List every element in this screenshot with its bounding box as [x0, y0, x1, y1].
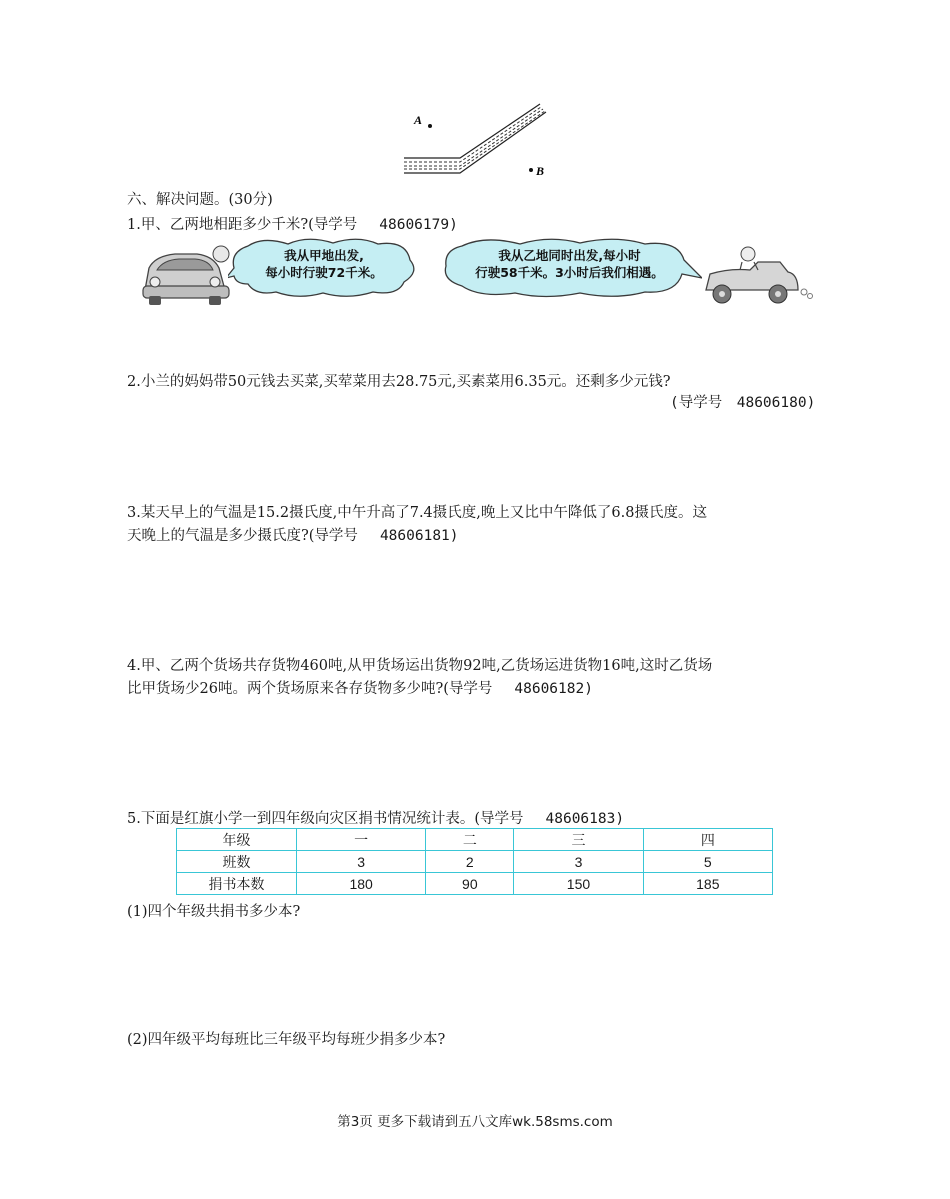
- table-cell: 150: [514, 873, 643, 895]
- bubble-right-text: 我从乙地同时出发,每小时 行驶58千米。3小时后我们相遇。: [475, 248, 664, 280]
- table-cell: 2: [426, 851, 514, 873]
- point-b-label: B: [536, 164, 545, 178]
- table-row: [177, 873, 773, 895]
- donation-table: [176, 828, 773, 895]
- point-b-dot: [529, 168, 533, 172]
- q5-text: 5.下面是红旗小学一到四年级向灾区捐书情况统计表。(导学号 48606183): [127, 811, 625, 827]
- table-cell: 四: [643, 829, 772, 851]
- table-header-row: [177, 829, 773, 851]
- table-row: [177, 851, 773, 873]
- q3-line2: 天晚上的气温是多少摄氏度?(导学号 48606181): [127, 528, 459, 544]
- car-illustration-left: [135, 240, 235, 310]
- car-illustration-right: [700, 240, 815, 308]
- table-cell: 90: [426, 873, 514, 895]
- q5-sub1: (1)四个年级共捐书多少本?: [127, 904, 301, 920]
- table-cell: 一: [297, 829, 426, 851]
- table-cell: 年级: [177, 829, 297, 851]
- q2-text: 2.小兰的妈妈带50元钱去买菜,买荤菜用去28.75元,买素菜用6.35元。还剩多少元钱?: [127, 374, 671, 390]
- table-cell: 5: [643, 851, 772, 873]
- table-cell: 捐书本数: [177, 873, 297, 895]
- table-cell: 3: [297, 851, 426, 873]
- q1-text: 1.甲、乙两地相距多少千米?(导学号 48606179): [127, 217, 458, 233]
- q3-line1: 3.某天早上的气温是15.2摄氏度,中午升高了7.4摄氏度,晚上又比中午降低了6.8摄氏度。这: [127, 505, 707, 521]
- road-figure: [400, 100, 560, 182]
- table-cell: 180: [297, 873, 426, 895]
- point-a-label: A: [414, 113, 423, 127]
- table-cell: 班数: [177, 851, 297, 873]
- table-cell: 二: [426, 829, 514, 851]
- table-cell: 185: [643, 873, 772, 895]
- q2-ref: (导学号 48606180): [670, 395, 816, 411]
- table-cell: 3: [514, 851, 643, 873]
- q5-sub2: (2)四年级平均每班比三年级平均每班少捐多少本?: [127, 1032, 446, 1048]
- q4-line2: 比甲货场少26吨。两个货场原来各存货物多少吨?(导学号 48606182): [127, 681, 593, 697]
- q4-line1: 4.甲、乙两个货场共存货物460吨,从甲货场运出货物92吨,乙货场运进货物16吨,这时乙货场: [127, 658, 713, 674]
- section-title: 六、解决问题。(30分): [127, 192, 273, 208]
- page-footer: 第3页 更多下载请到五八文库wk.58sms.com: [337, 1114, 613, 1130]
- point-a-dot: [428, 124, 432, 128]
- bubble-left-text: 我从甲地出发, 每小时行驶72千米。: [265, 248, 383, 280]
- table-cell: 三: [514, 829, 643, 851]
